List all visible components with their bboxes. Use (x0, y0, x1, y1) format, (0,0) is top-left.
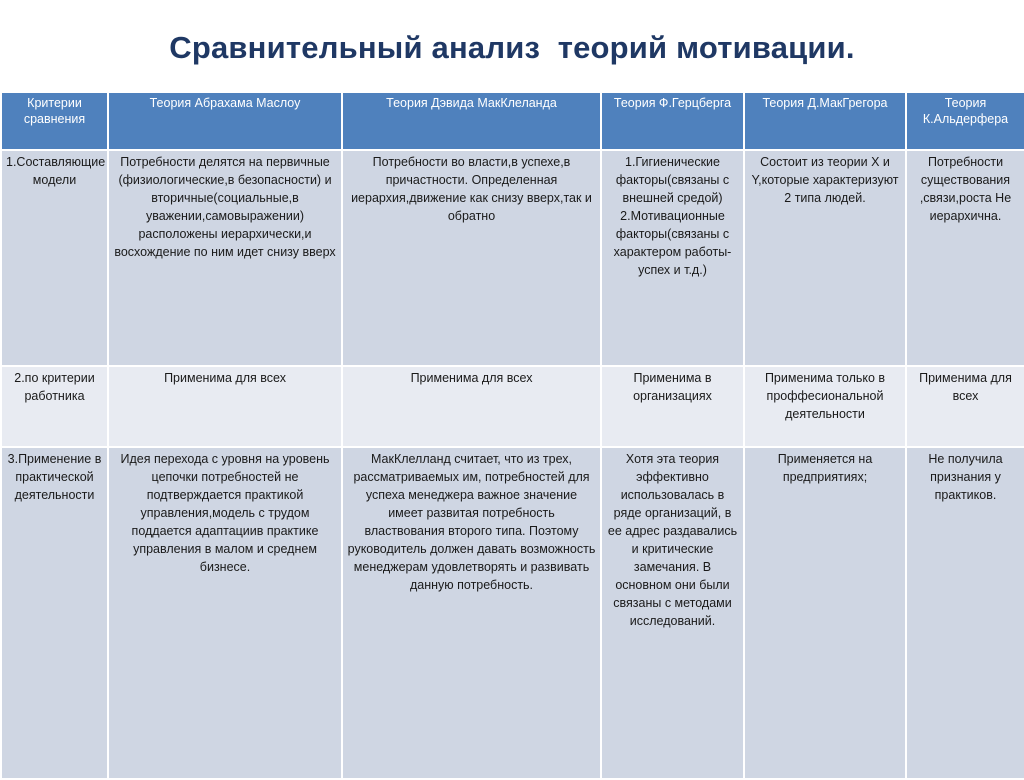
mcgregor-cell: Применяется на предприятиях; (744, 447, 906, 779)
alderfer-cell: Применима для всех (906, 366, 1024, 447)
maslow-cell: Применима для всех (108, 366, 342, 447)
table-header-row (1, 92, 1024, 150)
mcclelland-cell: Потребности во власти,в успехе,в причастности. Определенная иерархия,движение как снизу вверх,так и обратно (342, 150, 601, 366)
alderfer-cell: Потребности существования ,связи,роста Не иерархична. (906, 150, 1024, 366)
table-row (1, 366, 1024, 447)
page-title: Сравнительный анализ теорий мотивации. (169, 30, 855, 65)
header-herzberg: Теория Ф.Герцберга (601, 92, 744, 150)
maslow-cell: Потребности делятся на первичные (физиологические,в безопасности) и вторичные(социальные,в уважении,самовыражении) расположены иерархически,и восхождение по ним идет снизу вверх (108, 150, 342, 366)
mcgregor-cell: Применима только в проффесиональной деятельности (744, 366, 906, 447)
header-mcclelland: Теория Дэвида МакКлеланда (342, 92, 601, 150)
mcclelland-cell: Применима для всех (342, 366, 601, 447)
criterion-cell: 2.по критерии работника (1, 366, 108, 447)
comparison-table (0, 91, 1024, 780)
mcclelland-cell: МакКлелланд считает, что из трех, рассматриваемых им, потребностей для успеха менеджера важное значение имеет развитая потребность властвования второго типа. Поэтому руководитель должен давать возможность менеджерам удовлетворять и развивать данную потребность. (342, 447, 601, 779)
herzberg-cell: Применима в организациях (601, 366, 744, 447)
herzberg-cell: 1.Гигиенические факторы(связаны с внешней средой) 2.Мотивационные факторы(связаны с характером работы-успех и т.д.) (601, 150, 744, 366)
mcgregor-cell: Состоит из теории X и Y,которые характеризуют 2 типа людей. (744, 150, 906, 366)
criterion-cell: 1.Составляющие модели (1, 150, 108, 366)
maslow-cell: Идея перехода с уровня на уровень цепочки потребностей не подтверждается практикой управления,модель с трудом поддается адаптациив практике управления в малом и среднем бизнесе. (108, 447, 342, 779)
header-alderfer: Теория К.Альдерфера (906, 92, 1024, 150)
header-maslow: Теория Абрахама Маслоу (108, 92, 342, 150)
criterion-cell: 3.Применение в практической деятельности (1, 447, 108, 779)
herzberg-cell: Хотя эта теория эффективно использовалась в ряде организаций, в ее адрес раздавались и критические замечания. В основном они были связаны с методами исследований. (601, 447, 744, 779)
header-criteria: Критерии сравнения (1, 92, 108, 150)
table-row (1, 447, 1024, 779)
header-mcgregor: Теория Д.МакГрегора (744, 92, 906, 150)
alderfer-cell: Не получила признания у практиков. (906, 447, 1024, 779)
table-row (1, 150, 1024, 366)
